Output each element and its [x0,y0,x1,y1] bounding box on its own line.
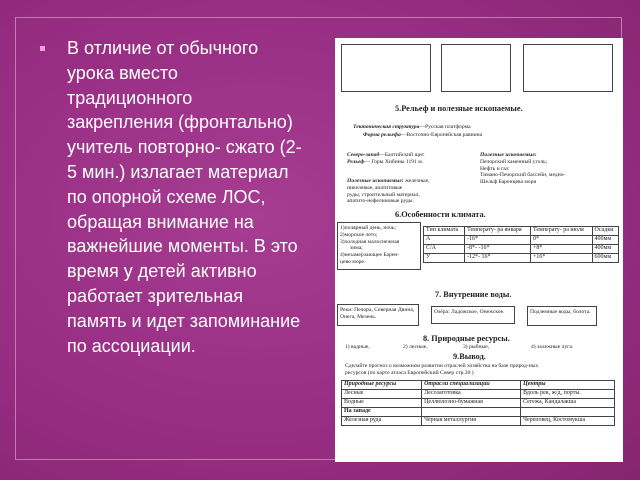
table-row: А -16* 0* 400мм [424,236,619,245]
table-row: На западе [342,408,615,417]
section-7-title: 7. Внутренние воды. [435,290,512,299]
top-box-3 [523,44,613,92]
table-row: Водные Целлюлозно-бумажная Сегежа, Кандалакша [342,399,615,408]
resource-item: 3) рыбные, [463,344,490,350]
climate-table [423,226,619,263]
table-row: С/А -8*- -16* +8* 400мм [424,245,619,254]
bullet-list [40,36,302,358]
conclusion-text: Сделайте прогноз о возможном развитии отраслей хозяйства на базе природ-ных ресурсов (по карте атласа Европейский Север стр.30 ) [345,363,539,376]
table-row: Лесные Лесозаготовка Вдоль рек, ж/д, порты. [342,390,615,399]
section-9-title: 9.Вывод. [453,352,486,361]
table-row: Железная руда Чёрная металлургия Череповец, Костомукша [342,417,615,426]
lakes-box: Озёра: Ладожское, Онежское. [431,306,515,324]
section-6-title: 6.Особенности климата. [395,210,486,219]
top-box-1 [341,44,431,92]
top-box-2 [441,44,511,92]
scanned-document [335,38,623,462]
northwest-block: Северо-запад—Балтийский щит Рельеф— Горы Хибины 1191 м. [347,152,425,165]
groundwater-box: Подземные воды, болота. [527,306,597,326]
table-row: Тип климата Температу- ра января Температу- ра июля Осадки [424,227,619,236]
resource-item: 4) залежные луга. [531,344,574,350]
resource-item: 2) лесные, [403,344,428,350]
section-5-title: 5.Рельеф и полезные ископаемые. [395,104,523,113]
bullet-text: В отличие от обычного урока вместо традиционного закрепления (фронтально) учитель повторно- сжато (2-5 мин.) излагает материал по опорной схеме ЛОС, обращая внимание на важнейшие моменты. В это время у детей активно работает зрительная память и идет запоминание по ассоциации. [67,38,302,356]
relief-form-line: Форма рельефа—Восточно-Европейская равнина [363,132,483,138]
table-row: Природные ресурсы Отрасли специализации Центры [342,381,615,390]
conclusion-table [341,380,615,426]
section-8-title: 8. Природные ресурсы. [423,334,510,343]
bullet-marker [40,46,45,51]
resource-item: 1) водные, [345,344,370,350]
useful-left-block: Полезные ископаемые: железные, никелевые, апатитовые руды, строительный материал, апатито-нефелиновые руды. [347,178,430,205]
climate-list-box: 1)полярный день, ночь; 2)морское лето; 3)холодная малоснежная зима; 4)незамерзающее Барен- цево море. [337,222,421,270]
rivers-box: Реки: Печора, Северная Двина, Онега, Мезень. [337,304,419,326]
useful-right-block: Полезные ископаемые: Печорский каменный уголь; Нефть и газ: Тимано-Печорский бассейн, медно- Шельф Баренцева моря [480,152,566,186]
tectonic-line: Тектоническая структура—Русская платформа [353,124,471,130]
table-row: У -12*- 16* +16* 600мм [424,254,619,263]
